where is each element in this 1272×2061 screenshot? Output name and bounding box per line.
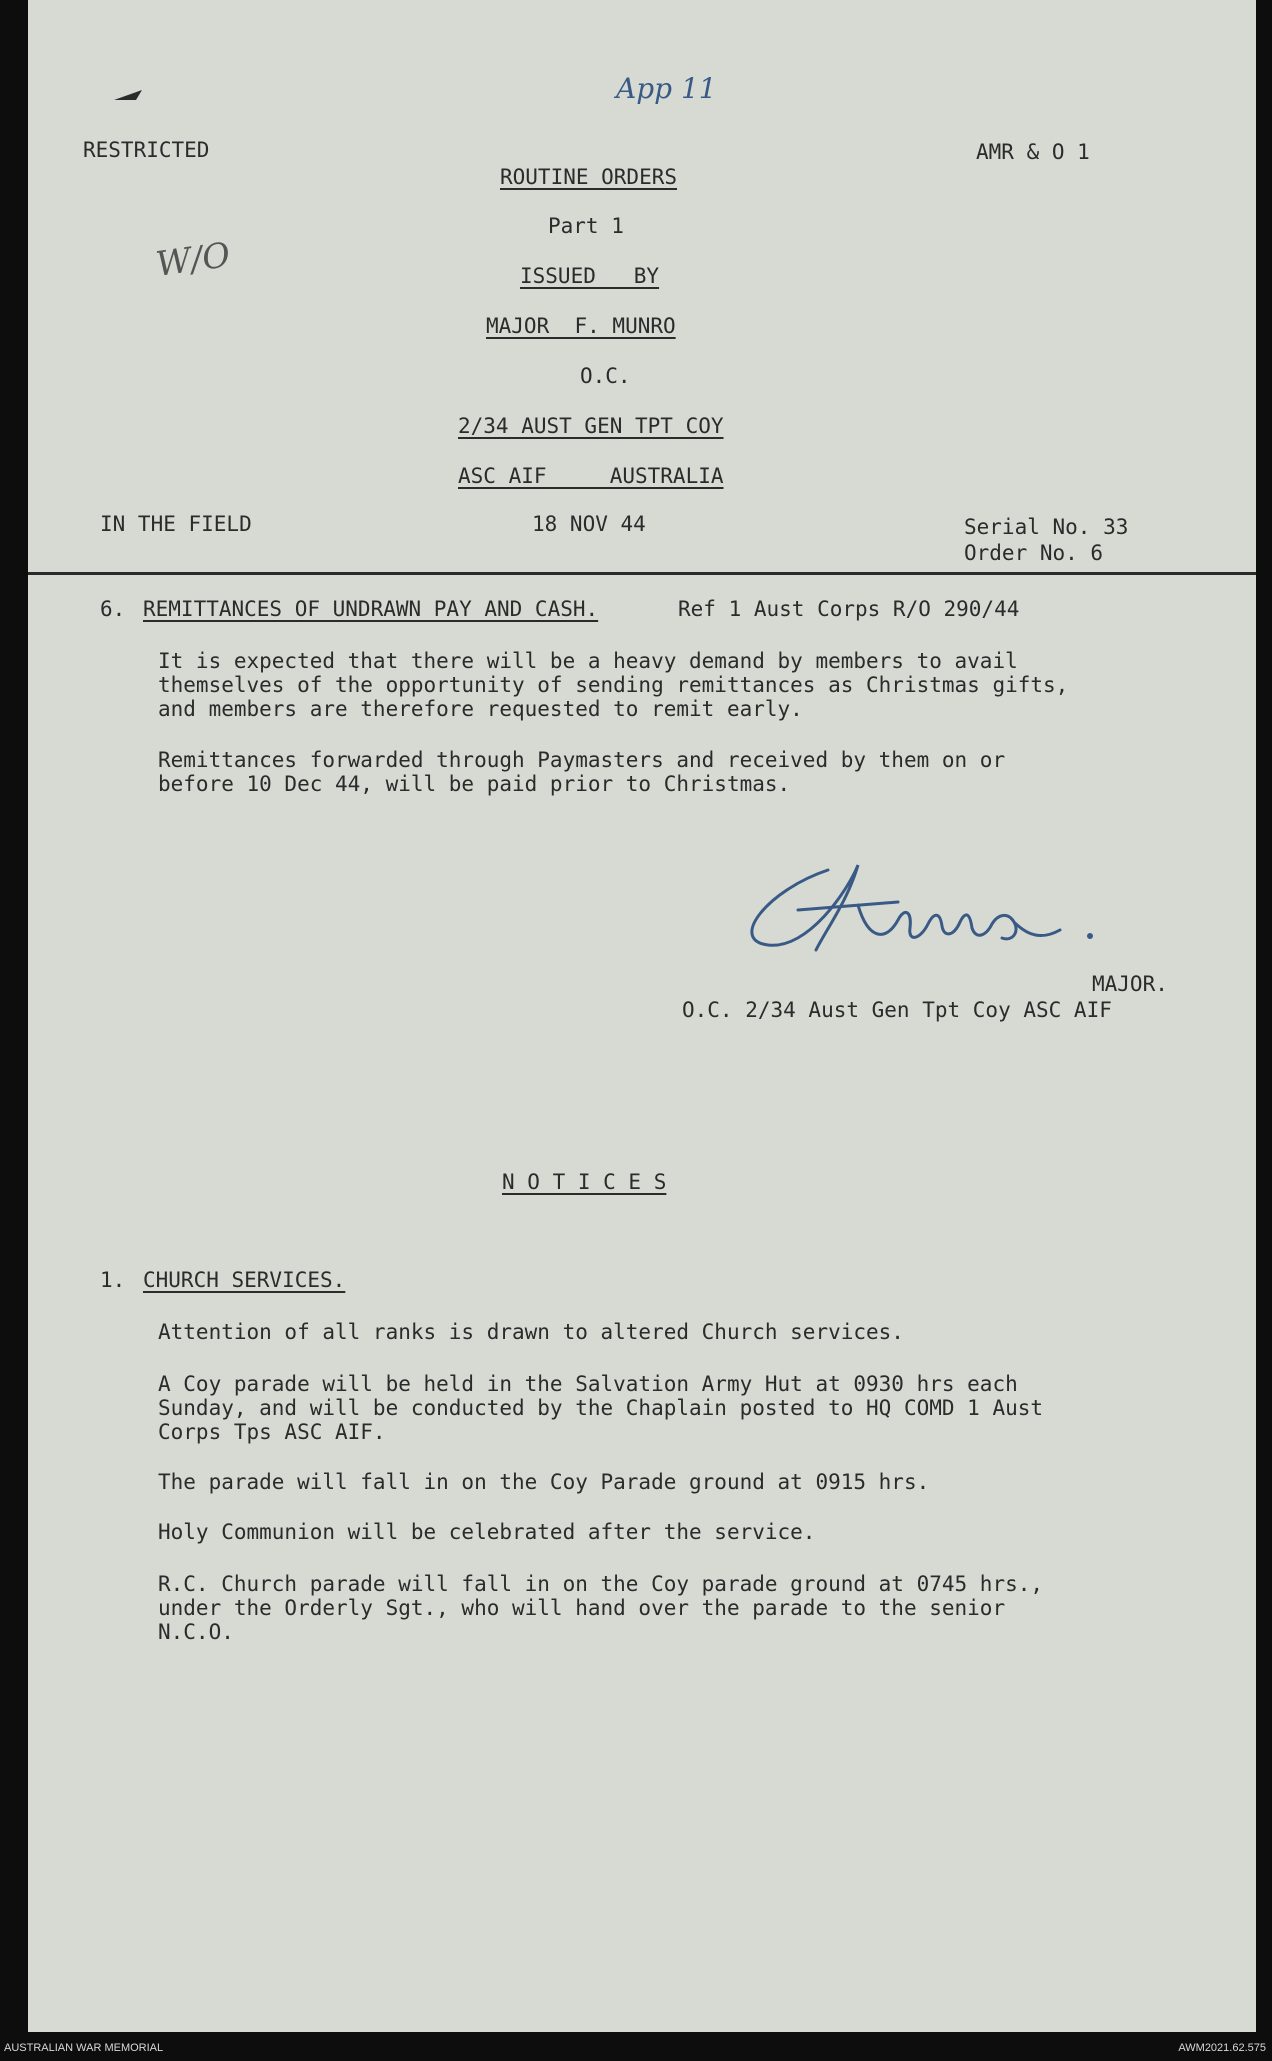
location: IN THE FIELD — [100, 512, 252, 536]
notice-number: 1. — [100, 1268, 126, 1292]
paragraph-line: The parade will fall in on the Coy Parade ground at 0915 hrs. — [158, 1470, 930, 1494]
notices-heading: N O T I C E S — [502, 1170, 667, 1194]
paper-mark-icon — [112, 88, 146, 102]
paragraph-line: A Coy parade will be held in the Salvation Army Hut at 0930 hrs each — [158, 1372, 1018, 1396]
paragraph-line: under the Orderly Sgt., who will hand over the parade to the senior — [158, 1596, 1006, 1620]
issued-by-label: ISSUED BY — [520, 264, 660, 288]
paragraph-line: Sunday, and will be conducted by the Chaplain posted to HQ COMD 1 Aust — [158, 1396, 1044, 1420]
paragraph-line: N.C.O. — [158, 1620, 234, 1644]
paragraph-line: Holy Communion will be celebrated after the service. — [158, 1520, 816, 1544]
paragraph-line: Corps Tps ASC AIF. — [158, 1420, 386, 1444]
serial-number: Serial No. 33 — [964, 515, 1129, 539]
unit-name: 2/34 AUST GEN TPT COY — [458, 414, 724, 438]
oc-label: O.C. — [580, 364, 631, 388]
amr-reference: AMR & O 1 — [976, 140, 1090, 164]
horizontal-rule — [28, 572, 1256, 575]
handwritten-wo: W/O — [153, 235, 233, 285]
handwritten-reference: App 11 — [616, 72, 717, 105]
item-reference: Ref 1 Aust Corps R/O 290/44 — [678, 597, 1020, 621]
document-title: ROUTINE ORDERS — [500, 165, 678, 189]
signature-rank: MAJOR. — [1092, 972, 1168, 996]
signature-title: O.C. 2/34 Aust Gen Tpt Coy ASC AIF — [682, 998, 1112, 1022]
document-page — [28, 0, 1256, 2032]
unit-name-2: ASC AIF AUSTRALIA — [458, 464, 724, 488]
paragraph-line: and members are therefore requested to remit early. — [158, 697, 803, 721]
item-number: 6. — [100, 597, 126, 621]
item-heading: REMITTANCES OF UNDRAWN PAY AND CASH. — [143, 597, 599, 621]
paragraph-line: themselves of the opportunity of sending remittances as Christmas gifts, — [158, 673, 1069, 697]
issuing-officer: MAJOR F. MUNRO — [486, 314, 676, 338]
notice-heading: CHURCH SERVICES. — [143, 1268, 346, 1292]
footer-institution: AUSTRALIAN WAR MEMORIAL — [4, 2042, 164, 2054]
paragraph-line: It is expected that there will be a heavy demand by members to avail — [158, 649, 1018, 673]
paragraph-line: Attention of all ranks is drawn to altered Church services. — [158, 1320, 904, 1344]
paragraph-line: before 10 Dec 44, will be paid prior to Christmas. — [158, 772, 791, 796]
part-label: Part 1 — [548, 214, 624, 238]
signature-image — [708, 850, 1148, 960]
restricted-label: RESTRICTED — [83, 138, 210, 162]
issue-date: 18 NOV 44 — [532, 512, 646, 536]
footer-accession: AWM2021.62.575 — [1178, 2042, 1266, 2054]
paragraph-line: Remittances forwarded through Paymasters and received by them on or — [158, 748, 1006, 772]
order-number: Order No. 6 — [964, 541, 1104, 565]
paragraph-line: R.C. Church parade will fall in on the Coy parade ground at 0745 hrs., — [158, 1572, 1044, 1596]
